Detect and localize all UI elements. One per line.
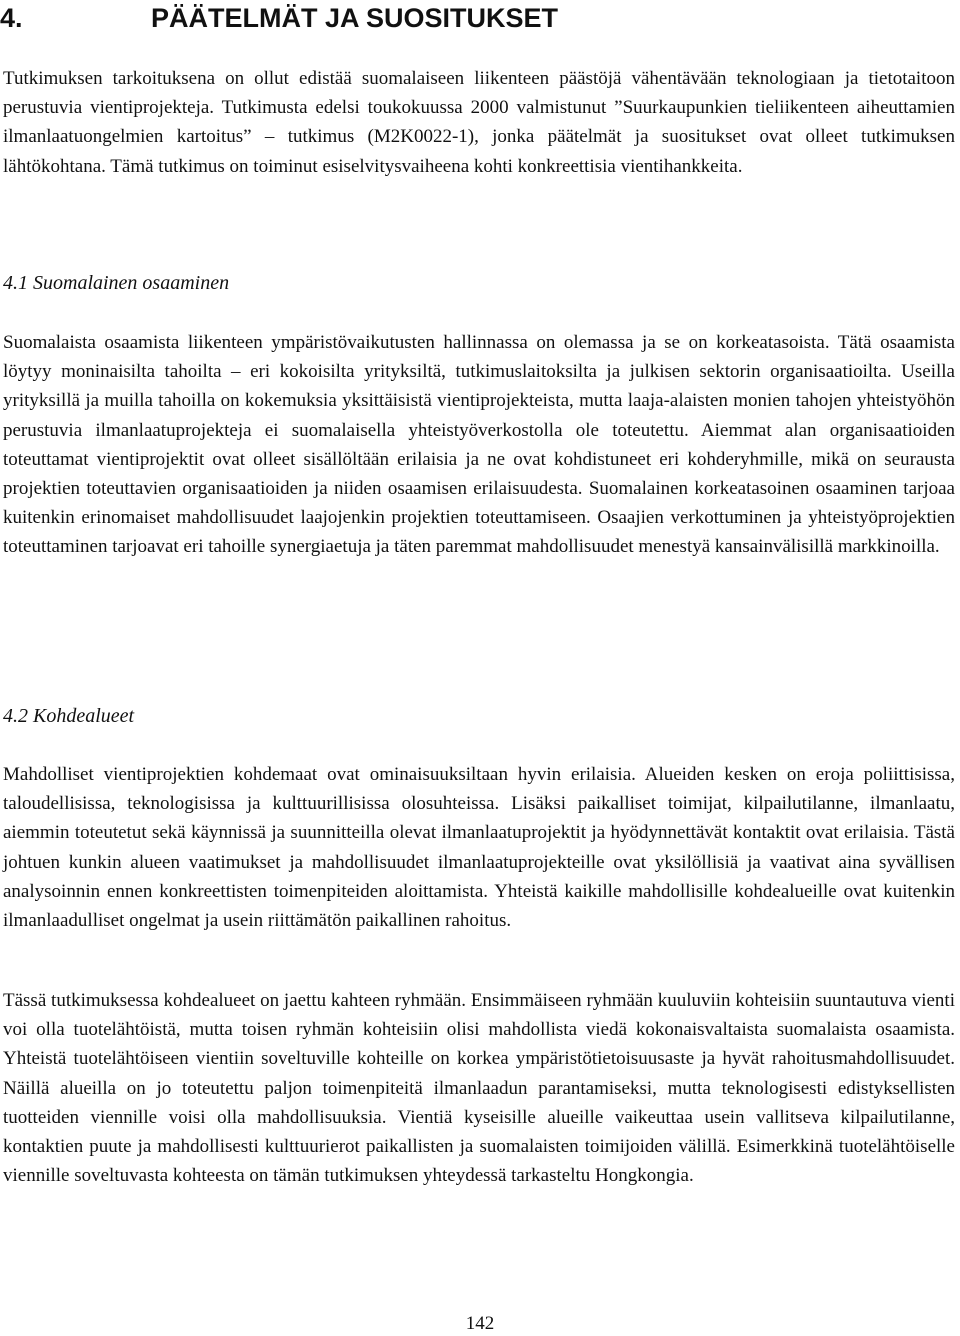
intro-paragraph: Tutkimuksen tarkoituksena on ollut edistää suomalaiseen liikenteen päästöjä vähentävään teknologiaan ja tietotaitoon perustuvia vientiprojekteja. Tutkimusta edelsi toukokuussa 2000 valmistunut ”Suurkaupunkien tieliikenteen aiheuttamien ilmanlaatuongelmien kartoitus” – tutkimus (M2K0022-1), jonka päätelmät ja suositukset ovat olleet tutkimuksen lähtökohtana. Tämä tutkimus on toiminut esiselvitysvaiheena kohti konkreettisia vientihankkeita.: [3, 68, 955, 177]
page-number: 142: [465, 1313, 495, 1334]
section-heading-4-2: 4.2 Kohdealueet: [3, 705, 135, 727]
section-4-2-paragraph-1: Mahdolliset vientiprojektien kohdemaat ovat ominaisuuksiltaan hyvin erilaisia. Alueiden kesken on eroja poliittisissa, taloudellisissa, teknologisissa ja kulttuurillisissa olosuhteissa. Lisäksi paikalliset toimijat, kilpailutilanne, ilmanlaatu, aiemmin toteutetut sekä käynnissä ja suunnitteilla olevat ilmanlaatuprojektit ja hyödynnettävät kontaktit ovat erilaisia. Tästä johtuen kunkin alueen vaatimukset ja mahdollisuudet ilmanlaatuprojekteille ovat yksilöllisiä ja vaativat aina syvällisen analysoinnin ennen konkreettisten toimenpiteiden aloittamista. Yhteistä kaikille mahdollisille kohdealueille ovat kuitenkin ilmanlaadulliset ongelmat ja usein riittämätön paikallinen rahoitus.: [3, 764, 955, 932]
chapter-number: 4.: [0, 3, 23, 33]
section-heading-4-1: 4.1 Suomalainen osaaminen: [3, 272, 230, 294]
section-4-2-paragraph-2: Tässä tutkimuksessa kohdealueet on jaettu kahteen ryhmään. Ensimmäiseen ryhmään kuuluviin kohteisiin suuntautuva vienti voi olla tuotelähtöistä, mutta toisen ryhmän kohteisiin olisi mahdollista viedä kokonaisvaltaista suomalaista osaamista. Yhteistä tuotelähtöiseen vientiin soveltuville kohteille on korkea ympäristötietoisuusaste ja hyvät rahoitusmahdollisuudet. Näillä alueilla on jo toteutettu paljon toimenpiteitä ilmanlaadun parantamiseksi, mutta teknologisesti edistyksellisten tuotteiden viennille voisi olla mahdollisuuksia. Vientiä kyseisille alueille vaikeuttaa usein vallitseva kilpailutilanne, kontaktien puute ja mahdollisesti kulttuurierot paikallisten ja suomalaisten toimijoiden välillä. Esimerkkinä tuotelähtöiselle viennille soveltuvasta kohteesta on tämän tutkimuksen yhteydessä tarkasteltu Hongkongia.: [3, 990, 955, 1187]
chapter-heading: [0, 0, 960, 40]
chapter-title: PÄÄTELMÄT JA SUOSITUKSET: [151, 3, 559, 33]
section-4-1-paragraph: Suomalaista osaamista liikenteen ympäristövaikutusten hallinnassa on olemassa ja se on korkeatasoista. Tätä osaamista löytyy moninaisilta tahoilta – eri kokoisilta yrityksiltä, tutkimuslaitoksilta ja julkisen sektorin organisaatioilta. Useilla yrityksillä ja muilla tahoilla on kokemuksia yksittäisistä vientiprojekteista, mutta laaja-alaisten monien tahojen yhteistyöhön perustuvia ilmanlaatuprojekteja ei suomalaisella yhteistyöverkostolla ole toteutettu. Aiemmat alan organisaatioiden toteuttamat vientiprojektit ovat olleet sisällöltään erilaisia ja ne ovat kohdistuneet eri kohderyhmille, mikä on seurausta projektien toteuttavien organisaatioiden ja niiden osaamisen erilaisuudesta. Suomalainen korkeatasoinen osaaminen tarjoaa kuitenkin erinomaiset mahdollisuudet laajojenkin projektien toteuttamiseen. Osaajien verkottuminen ja yhteistyöprojektien toteuttaminen tarjoavat eri tahoille synergiaetuja ja täten paremmat mahdollisuudet menestyä kansainvälisillä markkinoilla.: [3, 332, 955, 558]
